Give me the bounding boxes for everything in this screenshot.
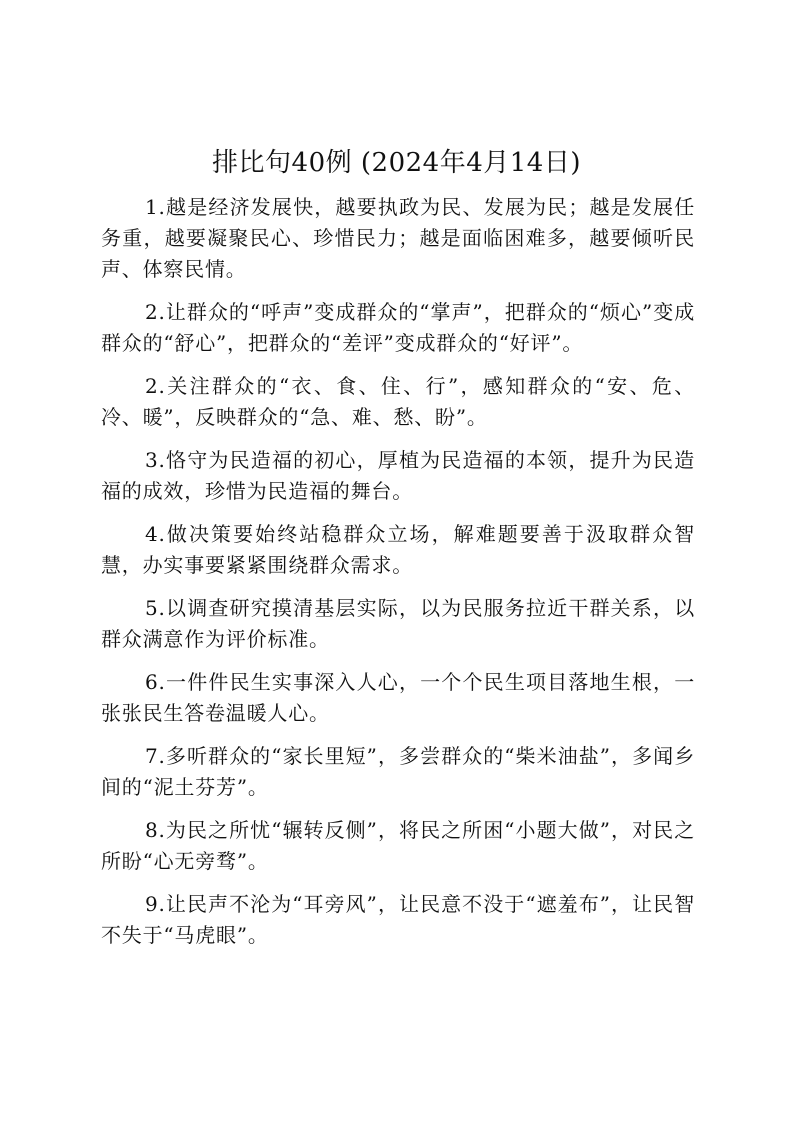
paragraph: 2.让群众的“呼声”变成群众的“掌声”，把群众的“烦心”变成群众的“舒心”，把群众的“差评”变成群众的“好评”。 bbox=[101, 300, 695, 355]
paragraph: 7.多听群众的“家长里短”，多尝群众的“柴米油盐”，多闻乡间的“泥土芬芳”。 bbox=[101, 744, 695, 799]
paragraph: 2.关注群众的“衣、食、住、行”，感知群众的“安、危、冷、暖”，反映群众的“急、难、愁、盼”。 bbox=[101, 374, 695, 429]
paragraph: 6.一件件民生实事深入人心，一个个民生项目落地生根，一张张民生答卷温暖人心。 bbox=[101, 670, 695, 725]
paragraph: 4.做决策要始终站稳群众立场，解难题要善于汲取群众智慧，办实事要紧紧围绕群众需求。 bbox=[101, 522, 695, 577]
document-body bbox=[101, 192, 695, 963]
paragraph: 5.以调查研究摸清基层实际，以为民服务拉近干群关系，以群众满意作为评价标准。 bbox=[101, 596, 695, 651]
paragraph: 3.恪守为民造福的初心，厚植为民造福的本领，提升为民造福的成效，珍惜为民造福的舞台。 bbox=[101, 448, 695, 503]
document-title: 排比句40例 (2024年4月14日) bbox=[212, 148, 581, 178]
paragraph: 1.越是经济发展快，越要执政为民、发展为民；越是发展任务重，越要凝聚民心、珍惜民力；越是面临困难多，越要倾听民声、体察民情。 bbox=[101, 195, 695, 281]
paragraph: 8.为民之所忧“辗转反侧”，将民之所困“小题大做”，对民之所盼“心无旁骛”。 bbox=[101, 818, 695, 873]
paragraph: 9.让民声不沦为“耳旁风”，让民意不没于“遮羞布”，让民智不失于“马虎眼”。 bbox=[101, 892, 695, 947]
